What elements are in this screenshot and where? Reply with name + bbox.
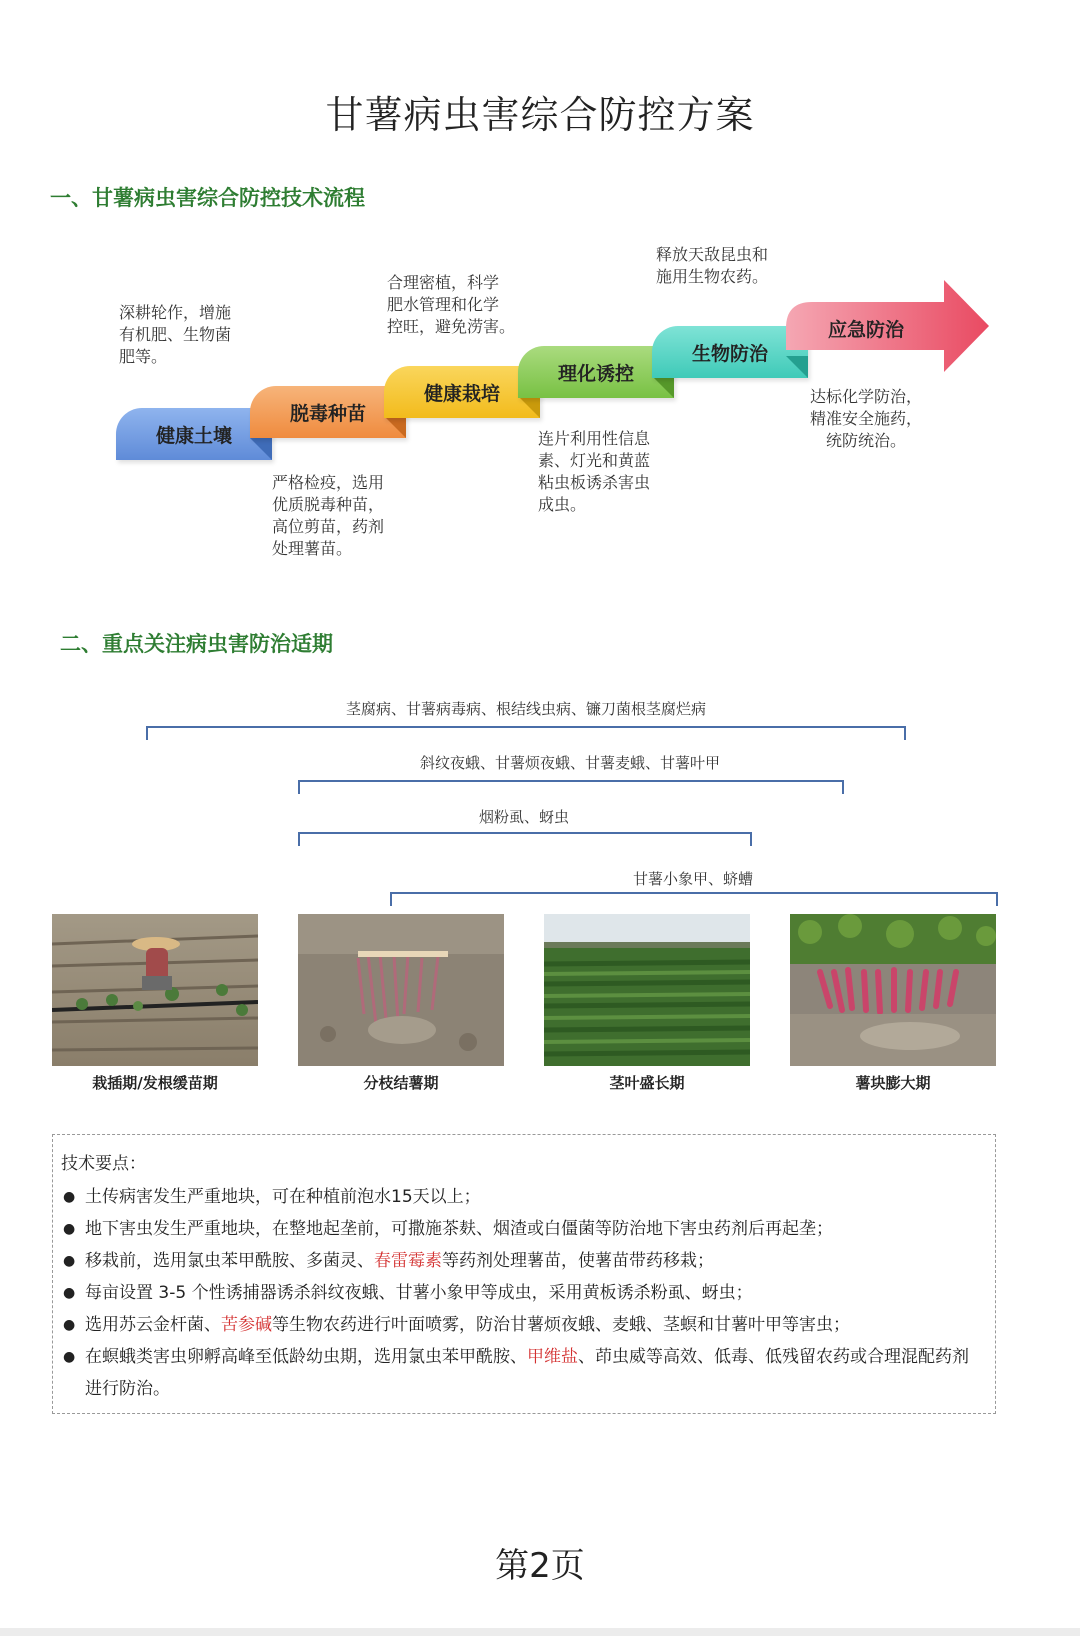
- step-healthy-cultivation: 健康栽培: [384, 366, 540, 418]
- stage-label-branching: 分枝结薯期: [363, 1074, 439, 1092]
- technical-point-text: 选用苏云金杆菌、: [85, 1315, 221, 1335]
- page-title: 甘薯病虫害综合防控方案: [325, 93, 755, 137]
- note-healthy-cultivation: 合理密植，科学 肥水管理和化学 控旺，避免涝害。: [387, 273, 516, 336]
- step-biological-control: 生物防治: [652, 326, 808, 378]
- technical-point-item: [61, 1245, 981, 1277]
- photo-branching: [298, 914, 504, 1066]
- note-emergency-control: 达标化学防治， 精准安全施药， 统防统治。: [810, 387, 923, 450]
- bullet-icon: ●: [63, 1189, 76, 1205]
- technical-point-text: 地下害虫发生严重地块，在整地起垄前，可撒施茶麸、烟渣或白僵菌等防治地下害虫药剂后再起垄；: [85, 1219, 833, 1239]
- highlighted-pesticide: 甲维盐: [527, 1347, 578, 1367]
- technical-point-text: 移栽前，选用氯虫苯甲酰胺、多菌灵、: [85, 1251, 374, 1271]
- step-healthy-soil: 健康土壤: [116, 408, 272, 460]
- bracket-lepidoptera: [298, 780, 844, 794]
- bracket-label-weevil-grub: 甘薯小象甲、蛴螬: [632, 870, 753, 888]
- bullet-icon: ●: [63, 1317, 76, 1333]
- step-fold: [652, 376, 674, 398]
- step-fold: [518, 396, 540, 418]
- photo-transplanting: [52, 914, 258, 1066]
- bullet-icon: ●: [63, 1253, 76, 1269]
- section1-heading: 一、甘薯病虫害综合防控技术流程: [50, 186, 365, 210]
- note-physical-control: 连片利用性信息 素、灯光和黄蓝 粘虫板诱杀害虫 成虫。: [538, 429, 651, 514]
- stage-label-tuber-expansion: 薯块膨大期: [855, 1074, 931, 1092]
- technical-points-title: 技术要点：: [61, 1154, 146, 1174]
- technical-point-text: 在螟蛾类害虫卵孵高峰至低龄幼虫期，选用氯虫苯甲酰胺、: [85, 1347, 527, 1367]
- bracket-label-lepidoptera: 斜纹夜蛾、甘薯烦夜蛾、甘薯麦蛾、甘薯叶甲: [419, 754, 720, 772]
- bullet-icon: ●: [63, 1221, 76, 1237]
- highlighted-pesticide: 苦参碱: [221, 1315, 272, 1335]
- technical-point-text: 土传病害发生严重地块，可在种植前泡水15天以上；: [85, 1187, 481, 1207]
- note-biological-control: 释放天敌昆虫和 施用生物农药。: [656, 245, 769, 286]
- bullet-icon: ●: [63, 1285, 76, 1301]
- bracket-diseases: [146, 726, 906, 740]
- stage-label-transplanting: 栽插期/发根缓苗期: [92, 1074, 218, 1092]
- technical-point-item: [61, 1277, 981, 1309]
- photo-tuber-expansion: [790, 914, 996, 1066]
- step-fold: [250, 438, 272, 460]
- note-healthy-soil: 深耕轮作，增施 有机肥、生物菌 肥等。: [119, 303, 232, 366]
- bracket-weevil-grub: [390, 892, 998, 906]
- technical-point-text: 等药剂处理薯苗，使薯苗带药移栽；: [442, 1251, 714, 1271]
- technical-point-text: 、茚虫威等高效、低毒、低残留农药或合理混配药剂进行防治。: [85, 1347, 969, 1399]
- step-virus-free-seedling: 脱毒种苗: [250, 386, 406, 438]
- note-virus-free-seedling: 严格检疫，选用 优质脱毒种苗， 高位剪苗，药剂 处理薯苗。: [272, 473, 385, 558]
- bullet-icon: ●: [63, 1349, 76, 1365]
- technical-point-item: [61, 1181, 981, 1213]
- bracket-label-diseases: 茎腐病、甘薯病毒病、根结线虫病、镰刀菌根茎腐烂病: [345, 700, 706, 718]
- bracket-whitefly-aphid: [298, 832, 752, 846]
- technical-point-item: [61, 1213, 981, 1245]
- technical-point-item: [61, 1341, 981, 1405]
- step-fold: [384, 416, 406, 438]
- technical-points-box: [52, 1134, 996, 1414]
- bracket-label-whitefly-aphid: 烟粉虱、蚜虫: [478, 808, 569, 826]
- section2-heading: 二、重点关注病虫害防治适期: [60, 632, 333, 656]
- technical-points-list: [61, 1181, 981, 1405]
- step-emergency-control: 应急防治: [827, 318, 904, 341]
- stage-label-vine-growth: 茎叶盛长期: [609, 1074, 685, 1092]
- page-number: 第2页: [495, 1546, 585, 1586]
- technical-point-item: [61, 1309, 981, 1341]
- step-physical-control: 理化诱控: [518, 346, 674, 398]
- technical-point-text: 每亩设置 3-5 个性诱捕器诱杀斜纹夜蛾、甘薯小象甲等成虫，采用黄板诱杀粉虱、蚜虫；: [85, 1283, 753, 1303]
- technical-point-text: 等生物农药进行叶面喷雾，防治甘薯烦夜蛾、麦蛾、茎螟和甘薯叶甲等害虫；: [272, 1315, 850, 1335]
- photo-vine-growth: [544, 914, 750, 1066]
- highlighted-pesticide: 春雷霉素: [374, 1251, 442, 1271]
